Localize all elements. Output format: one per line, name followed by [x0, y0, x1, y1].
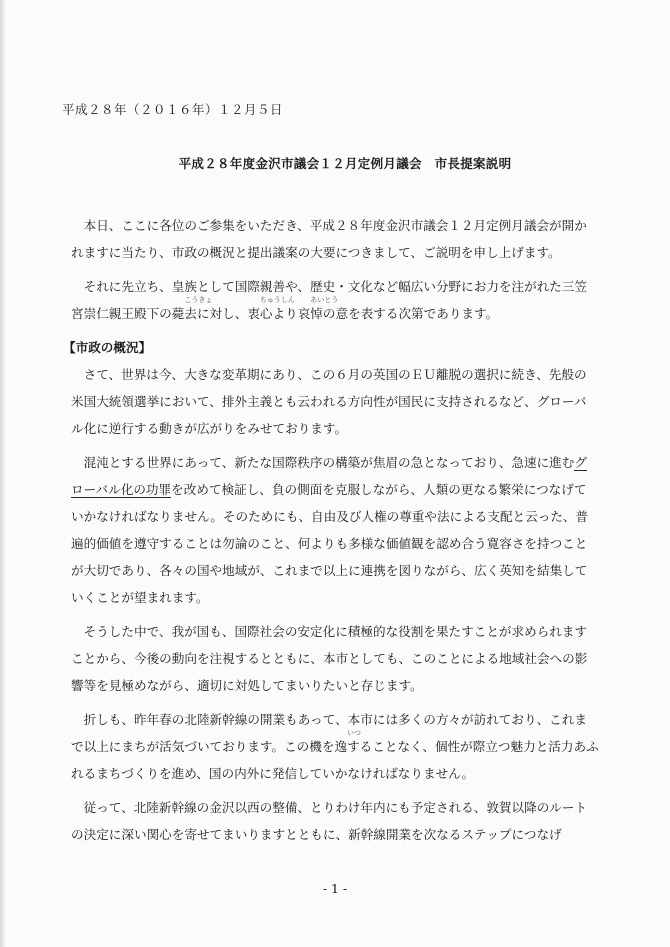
condolence-text-a: それに先立ち、皇族として国際親善や、歴史・文化など幅広い分野にお力を注がれた三笠宮崇仁親王殿下の: [71, 279, 588, 321]
paragraph-japan-role: そうした中で、我が国も、国際社会の安定化に積極的な役割を果たすことが求められますことから、今後の動向を注視するとともに、本市としても、このことによる地域社会への影響等を見極めながら、適切に対処してまいりたいと存じます。: [71, 624, 588, 693]
condolence-text-d: の意を表する次第であります。: [322, 306, 499, 321]
condolence-text-c: より: [272, 306, 298, 321]
globalization-text-b: を改めて検証し、負の側面を克服しながら、人類の更なる繁栄につなげていかなければなりません。そのためにも、自由及び人権の尊重や法による支配と云った、普遍的価値を遵守することは勿論のこと、何よりも多様な価値観を認め合う寛容さを持つことが大切であり、各々の国や地域が、これまで以上に連携を図りながら、広く英知を結集していくことが望まれます。: [71, 482, 589, 605]
furigana-chushin: ちゅうしん: [259, 296, 295, 304]
globalization-text-a: 混沌とする世界にあって、新たな国際秩序の構築が焦眉の急となっており、急速に進む: [83, 455, 575, 470]
ruby-itsu: [334, 729, 362, 754]
furigana-aitou: あいとう: [310, 296, 339, 304]
paragraph-condolence: [71, 273, 599, 327]
shinkansen-text-a: 折しも、昨年春の北陸新幹線の開業もあって、本市には多くの方々が訪れており、これまで以上にまちが活気づいております。この機を: [71, 712, 587, 754]
paragraph-opening: 本日、ここに各位のご参集をいただき、平成２８年度金沢市議会１２月定例月議会が開かれますに当たり、市政の概況と提出議案の大要につきまして、ご説明を申し上げます。: [71, 218, 587, 260]
paragraph-shinkansen: [71, 706, 599, 787]
ruby-base-kyo: 去: [184, 306, 197, 321]
shinkansen-text-b: することなく、個性が際立つ魅力と活力あふれるまちづくりを進め、国の内外に発信していかなければなりません。: [71, 739, 599, 781]
ruby-base-itsu: 逸: [334, 739, 348, 754]
paragraph-world-situation: さて、世界は今、大きな変革期にあり、この６月の英国のＥＵ離脱の選択に続き、先般の米国大統領選挙において、排外主義とも云われる方向性が国民に支持されるなど、グローバル化に逆行する動きが広がりをみせております。: [71, 367, 587, 436]
section-heading: 【市政の概況】: [63, 340, 152, 355]
paragraph-route: 従って、北陸新幹線の金沢以西の整備、とりわけ年内にも予定される、敦賀以降のルートの決定に深い関心を寄せてまいりますとともに、新幹線開業を次なるステップにつなげ: [71, 800, 588, 842]
ruby-base-shin: 心: [259, 306, 273, 321]
document-date: 平成２８年（２０１６年）１２月５日: [62, 102, 284, 117]
condolence-text-b: に対し、: [196, 306, 248, 321]
paragraph-globalization: [71, 449, 599, 611]
ruby-base-chu: 衷: [247, 306, 260, 321]
document-title: 平成２８年度金沢市議会１２月定例月議会 市長提案説明: [178, 156, 512, 171]
page-number: - 1 -: [322, 881, 348, 896]
ruby-kokyo: [171, 296, 213, 321]
scan-edge-shadow: [0, 0, 6, 947]
furigana-itsu: いつ: [347, 729, 362, 737]
ruby-base-aitou: 哀悼: [297, 306, 323, 321]
ruby-aitou: [297, 296, 339, 321]
ruby-base-ko: 薨: [171, 306, 185, 321]
underlined-phrase: グローバル化の功罪: [71, 455, 587, 497]
furigana-kokyo: こうきょ: [184, 296, 213, 304]
document-body: [63, 212, 599, 848]
